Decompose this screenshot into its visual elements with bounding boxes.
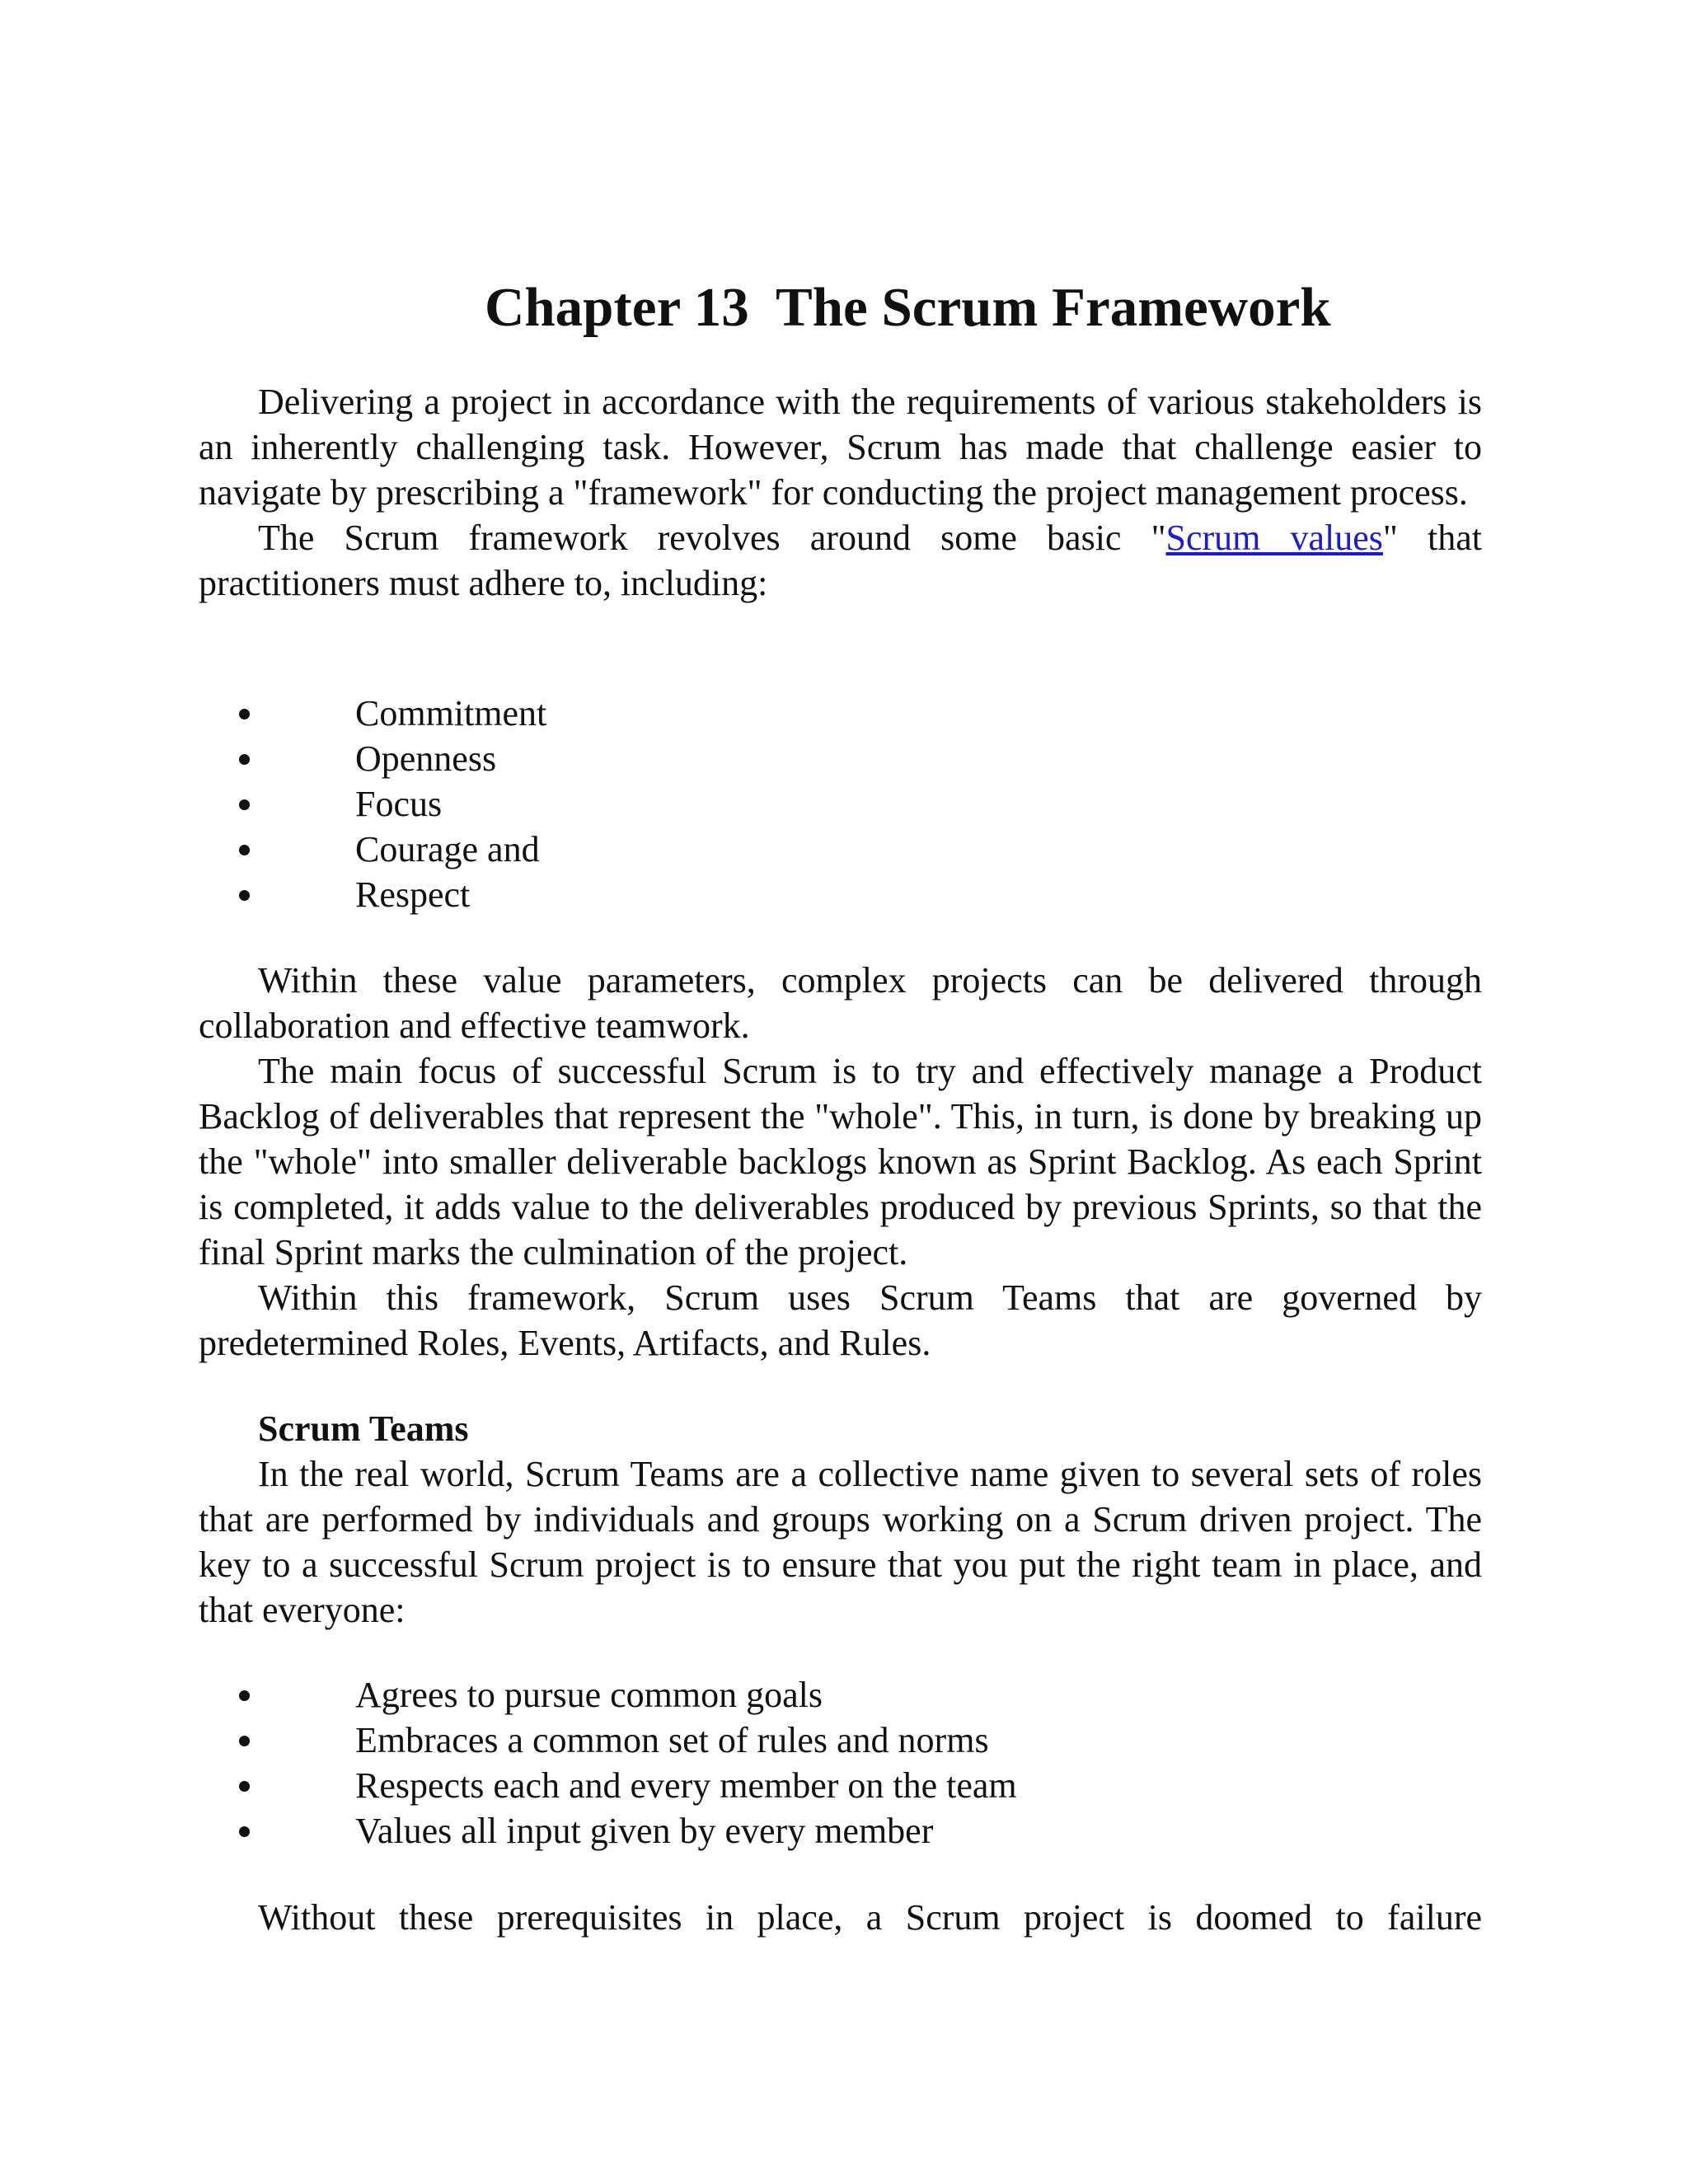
bullet-icon [239, 1690, 250, 1701]
value-parameters-section [199, 958, 1482, 1366]
intro-paragraph-1: Delivering a project in accordance with the requirements of various stakeholders is an inherently challenging task. However, Scrum has made that challenge easier to navigate by prescribing a "framework" for conducting the project management process. [199, 382, 1482, 513]
bullet-icon [239, 845, 250, 855]
bullet-icon [239, 890, 250, 901]
bullet-icon [239, 754, 250, 765]
paragraph-scrum-teams: In the real world, Scrum Teams are a collective name given to several sets of roles that are performed by individuals and groups working on a Scrum driven project. The key to a successful Scrum project is to ensure that you put the right team in place, and that everyone: [199, 1454, 1482, 1630]
list-item [199, 827, 1482, 872]
list-item [199, 1808, 1482, 1854]
bullet-icon [239, 1736, 250, 1746]
list-item [199, 1672, 1482, 1718]
bullet-icon [239, 709, 250, 719]
values-list-block [199, 691, 1482, 917]
intro-paragraph-2-tail: " that practitioners must adhere to, including: [199, 518, 1482, 603]
list-item-label: Agrees to pursue common goals [355, 1675, 823, 1715]
list-item-label: Focus [355, 784, 443, 824]
intro-section [199, 379, 1482, 606]
list-item-label: Courage and [355, 829, 540, 869]
list-item-label: Values all input given by every member [355, 1811, 934, 1851]
list-item-label: Embraces a common set of rules and norms [355, 1720, 989, 1760]
list-item [199, 736, 1482, 781]
list-item [199, 1718, 1482, 1763]
intro-paragraph-2 [199, 515, 1482, 606]
chapter-title: Chapter 13 The Scrum Framework [485, 277, 1331, 338]
paragraph-framework-teams: Within this framework, Scrum uses Scrum Teams that are governed by predetermined Roles, Events, Artifacts, and Rules. [199, 1277, 1482, 1363]
list-item [199, 781, 1482, 827]
paragraph-value-parameters: Within these value parameters, complex projects can be delivered through collaboration and effective teamwork. [199, 960, 1482, 1046]
section-heading-scrum-teams: Scrum Teams [258, 1408, 469, 1449]
paragraph-main-focus: The main focus of successful Scrum is to try and effectively manage a Product Backlog of deliverables that represent the "whole". This, in turn, is done by breaking up the "whole" into smaller deliverable backlogs known as Sprint Backlog. As each Sprint is completed, it adds value to the deliverables produced by previous Sprints, so that the final Sprint marks the culmination of the project. [199, 1051, 1482, 1272]
team-list-block [199, 1672, 1482, 1854]
scrum-teams-section [199, 1406, 1482, 1633]
list-item-label: Respects each and every member on the team [355, 1765, 1017, 1806]
closing-section [199, 1895, 1482, 1940]
team-requirements-list [199, 1672, 1482, 1854]
list-item [199, 691, 1482, 736]
paragraph-prerequisites: Without these prerequisites in place, a Scrum project is doomed to failure [258, 1897, 1482, 1938]
list-item-label: Commitment [355, 693, 547, 733]
list-item-label: Respect [355, 874, 471, 915]
values-list [199, 691, 1482, 917]
bullet-icon [239, 1826, 250, 1837]
list-item-label: Openness [355, 738, 497, 779]
list-item [199, 1763, 1482, 1808]
bullet-icon [239, 1781, 250, 1792]
bullet-icon [239, 799, 250, 810]
list-item [199, 872, 1482, 917]
scrum-values-link[interactable]: Scrum values [1165, 518, 1383, 558]
intro-paragraph-2-lead: The Scrum framework revolves around some basic " [258, 518, 1166, 558]
